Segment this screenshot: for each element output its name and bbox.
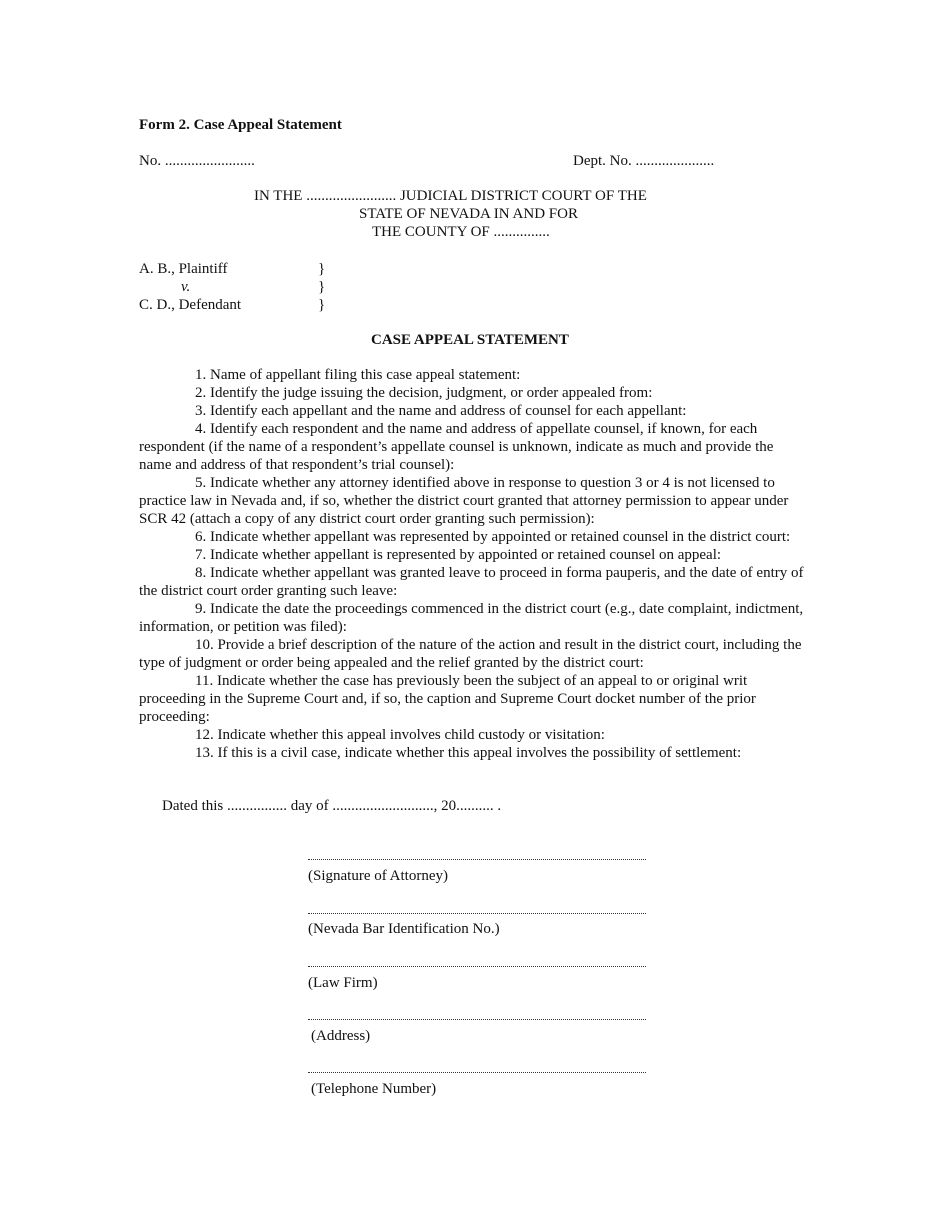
signature-line <box>308 859 646 860</box>
court-line-3: THE COUNTY OF ............... <box>372 224 550 240</box>
department-number: Dept. No. ..................... <box>573 153 715 169</box>
law-firm-label: (Law Firm) <box>308 975 378 991</box>
form-title: Form 2. Case Appeal Statement <box>139 117 342 133</box>
court-line-2: STATE OF NEVADA IN AND FOR <box>359 206 578 222</box>
question-item: 8. Indicate whether appellant was granted leave to proceed in forma pauperis, and the date of entry of the district court order granting such leave: <box>139 565 804 599</box>
question-item: 5. Indicate whether any attorney identified above in response to question 3 or 4 is not licensed to practice law in Nevada and, if so, whether the district court granted that attorney permission to appear under SCR 42 (attach a copy of any district court order granting such permission): <box>139 475 789 527</box>
question-item: 1. Name of appellant filing this case appeal statement: <box>195 367 521 383</box>
question-item: 10. Provide a brief description of the nature of the action and result in the district court, including the type of judgment or order being appealed and the relief granted by the district court: <box>139 637 802 671</box>
question-item: 3. Identify each appellant and the name and address of counsel for each appellant: <box>195 403 687 419</box>
caption-brace-3: } <box>318 297 326 313</box>
question-item: 12. Indicate whether this appeal involves child custody or visitation: <box>195 727 605 743</box>
law-firm-line <box>308 966 646 967</box>
question-item: 7. Indicate whether appellant is represented by appointed or retained counsel on appeal: <box>195 547 722 563</box>
question-item: 6. Indicate whether appellant was represented by appointed or retained counsel in the district court: <box>195 529 791 545</box>
defendant-name: C. D., Defendant <box>139 297 242 313</box>
caption-brace-1: } <box>318 261 326 277</box>
bar-number-line <box>308 913 646 914</box>
address-line <box>308 1019 646 1020</box>
caption-brace-2: } <box>318 279 326 295</box>
telephone-label: (Telephone Number) <box>311 1081 437 1097</box>
address-label: (Address) <box>311 1028 371 1044</box>
telephone-line <box>308 1072 646 1073</box>
question-item: 13. If this is a civil case, indicate whether this appeal involves the possibility of settlement: <box>195 745 742 761</box>
bar-number-label: (Nevada Bar Identification No.) <box>308 921 500 937</box>
questions-list <box>139 366 804 762</box>
versus-label: v. <box>181 279 191 295</box>
question-item: 2. Identify the judge issuing the decision, judgment, or order appealed from: <box>195 385 653 401</box>
plaintiff-name: A. B., Plaintiff <box>139 261 228 277</box>
court-line-1: IN THE ........................ JUDICIAL DISTRICT COURT OF THE <box>254 188 647 204</box>
question-item: 9. Indicate the date the proceedings commenced in the district court (e.g., date complaint, indictment, information, or petition was filed): <box>139 601 804 635</box>
case-number: No. ........................ <box>139 153 255 169</box>
signature-label: (Signature of Attorney) <box>308 868 448 884</box>
document-heading: CASE APPEAL STATEMENT <box>371 332 569 348</box>
question-item: 4. Identify each respondent and the name and address of appellate counsel, if known, for each respondent (if the name of a respondent’s appellate counsel is unknown, indicate as much and provide the name and address of that respondent’s trial counsel): <box>139 421 774 473</box>
question-item: 11. Indicate whether the case has previously been the subject of an appeal to or original writ proceeding in the Supreme Court and, if so, the caption and Supreme Court docket number of the prior proceeding: <box>139 673 756 725</box>
dated-line: Dated this ................ day of ..........................., 20.......... . <box>162 798 502 814</box>
